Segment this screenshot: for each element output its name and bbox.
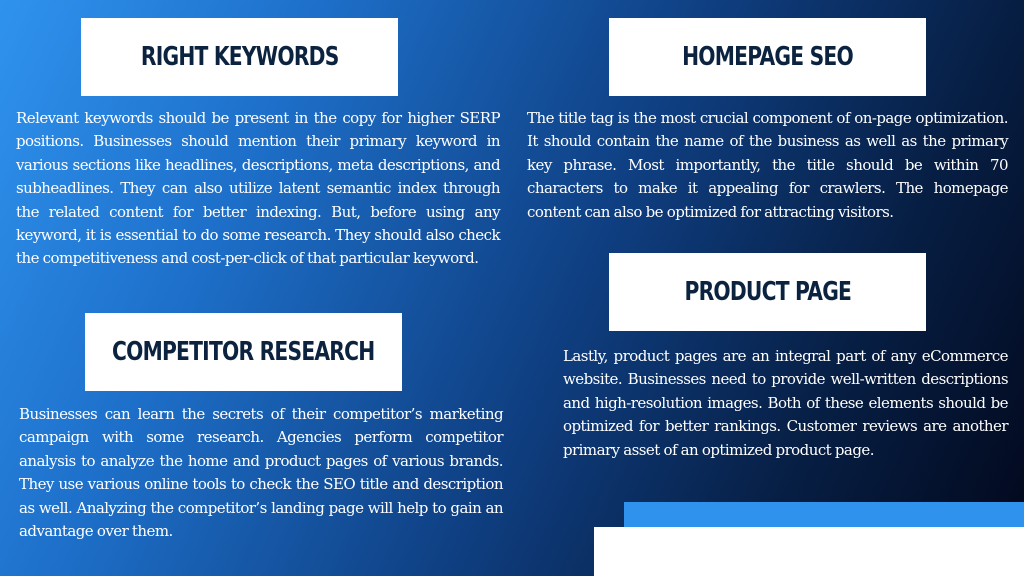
product-page-heading-box — [609, 253, 926, 331]
homepage-seo-title: HOMEPAGE SEO — [682, 42, 853, 72]
right-keywords-paragraph: Relevant keywords should be present in the copy for higher SERP positions. Businesses should mention their primary keyword in various sections like headlines, descriptions, meta descriptions, and subheadlines. They can also utilize latent semantic index through the related content for better indexing. But, before using any keyword, it is essential to do some research. They should also check the competitiveness and cost-per-click of that particular keyword. — [16, 109, 500, 268]
decorative-corner-block — [594, 527, 1024, 576]
competitor-research-paragraph: Businesses can learn the secrets of their competitor’s marketing campaign with some research. Agencies perform competitor analysis to analyze the home and product pages of various brands. They use various online tools to check the SEO title and description as well. Analyzing the competitor’s landing page will help to gain an advantage over them. — [19, 405, 503, 541]
competitor-research-heading-box — [85, 313, 402, 391]
product-page-title: PRODUCT PAGE — [684, 277, 851, 307]
right-keywords-heading-box — [81, 18, 398, 96]
product-page-paragraph: Lastly, product pages are an integral part of any eCommerce website. Businesses need to provide well-written descriptions and high-resolution images. Both of these elements should be optimized for better rankings. Customer reviews are another primary asset of an optimized product page. — [563, 347, 1008, 459]
competitor-research-title: COMPETITOR RESEARCH — [112, 337, 375, 367]
right-keywords-title: RIGHT KEYWORDS — [140, 42, 339, 72]
decorative-accent-bar — [624, 502, 1024, 528]
homepage-seo-paragraph: The title tag is the most crucial component of on-page optimization. It should contain the name of the business as well as the primary key phrase. Most importantly, the title should be within 70 characters to make it appealing for crawlers. The homepage content can also be optimized for attracting visitors. — [527, 109, 1008, 221]
homepage-seo-heading-box — [609, 18, 926, 96]
